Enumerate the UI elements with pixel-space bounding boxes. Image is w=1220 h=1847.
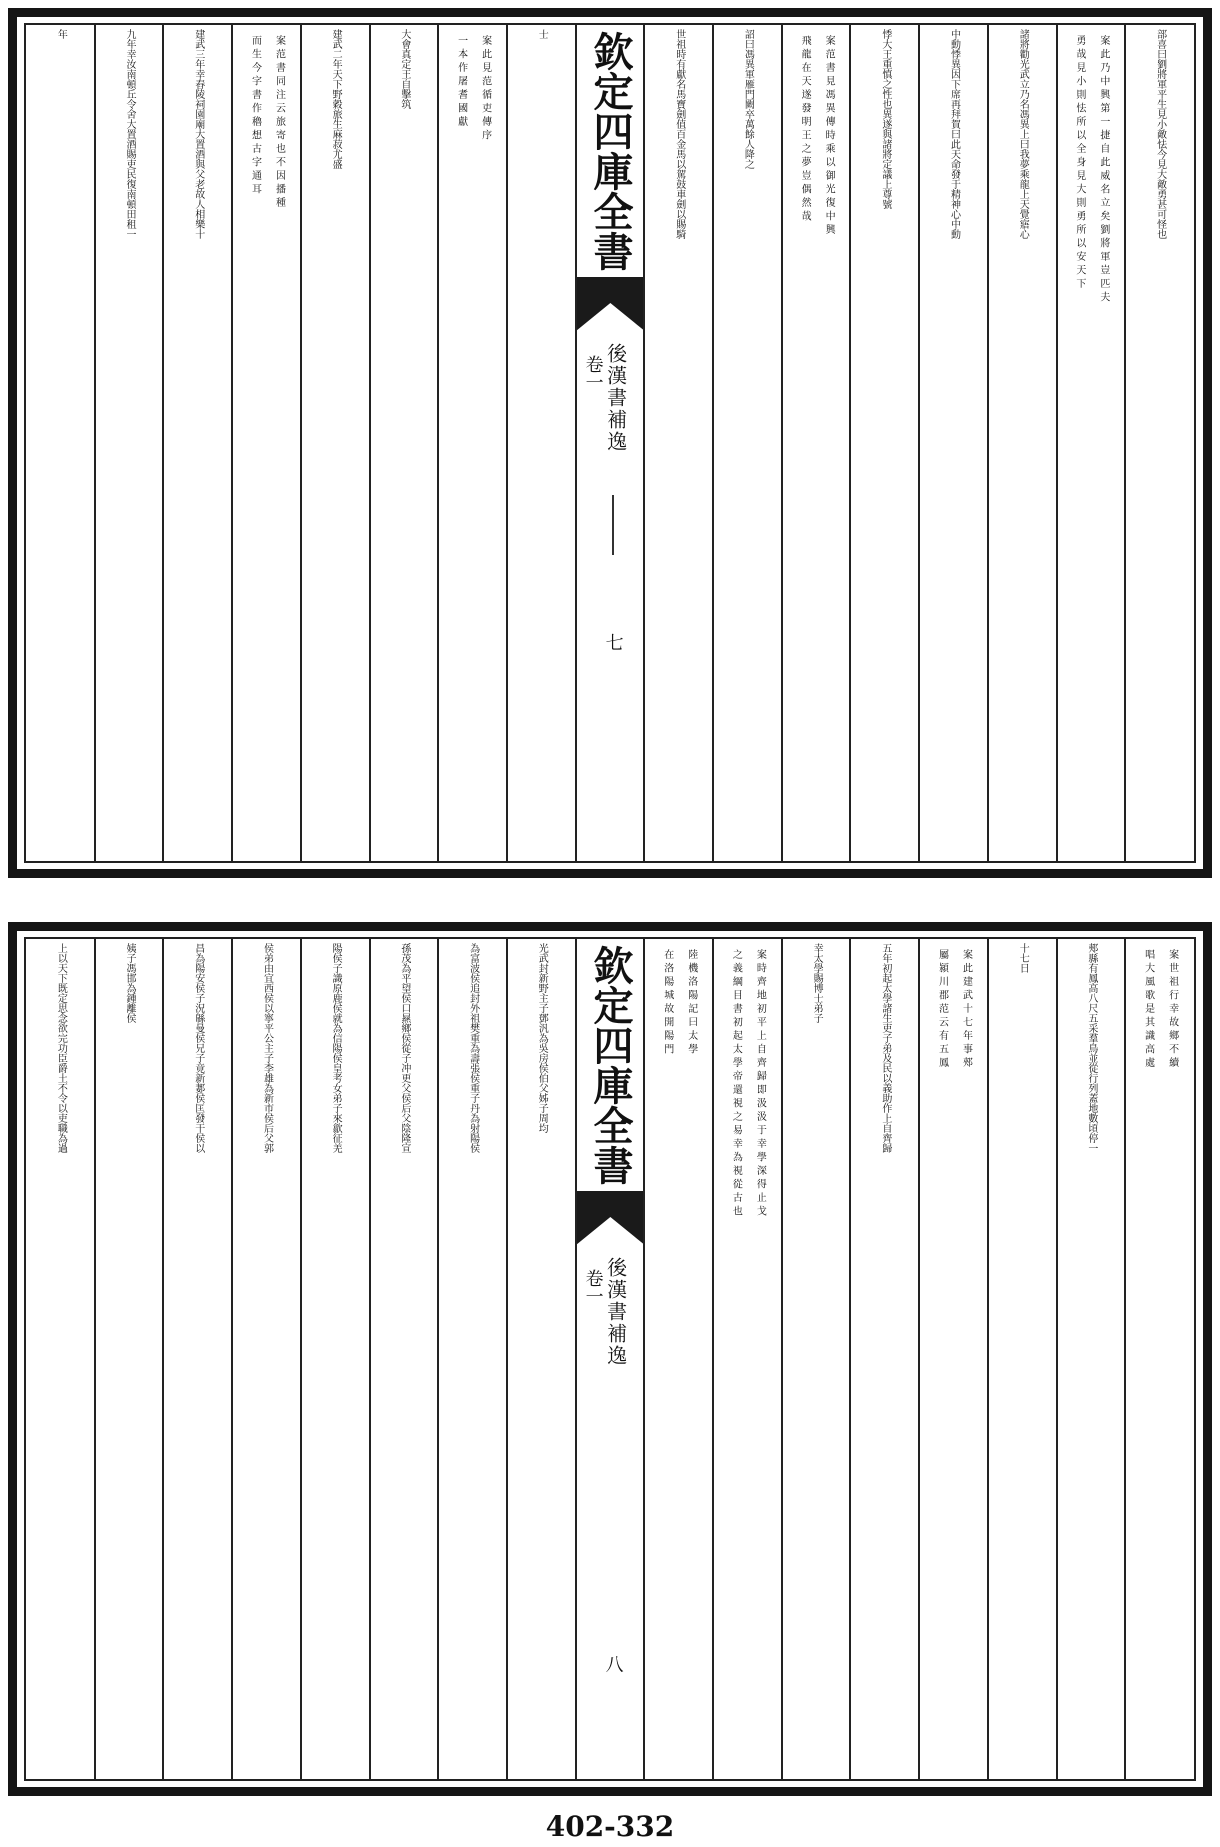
upper-col-5-text: 悸大王重慎之性也異遂與諸將定議上尊號: [879, 29, 891, 209]
lower-center-title: 欽定四庫全書: [586, 945, 634, 1185]
upper-col-2-note-right: 案此乃中興第一捷自此威名立矣劉將軍豈匹夫: [1097, 35, 1109, 305]
lower-center-juan: 卷一: [582, 1269, 604, 1305]
lower-col-14-text: 昌為陽安侯子況緜曼侯兄子竟新郪侯匡發干侯以: [192, 943, 204, 1153]
upper-col-6-note-right: 案范書見馮異傳時乘以御光復中興: [823, 35, 835, 238]
upper-page: [8, 8, 1212, 878]
column-rule: [506, 939, 508, 1779]
upper-col-8: [644, 25, 713, 861]
upper-col-14: [163, 25, 232, 861]
lower-center-column: [576, 939, 645, 1779]
upper-page-frame: [24, 23, 1196, 863]
lower-col-9: [507, 939, 576, 1779]
lower-col-5: [850, 939, 919, 1779]
upper-center-page-number: 七: [602, 633, 624, 651]
lower-col-13: [232, 939, 301, 1779]
column-rule: [94, 25, 96, 861]
upper-col-11-text: 大會真定王自擊筑: [398, 29, 410, 109]
column-rule: [849, 939, 851, 1779]
column-rule: [918, 939, 920, 1779]
upper-col-15: [95, 25, 164, 861]
lower-center-page-number: 八: [602, 1655, 624, 1673]
upper-col-13-note: [232, 25, 301, 861]
upper-col-4: [919, 25, 988, 861]
upper-center-title: 欽定四庫全書: [586, 31, 634, 271]
lower-col-8-note-left: 在洛陽城故開陽門: [661, 949, 673, 1057]
upper-col-9: [507, 25, 576, 861]
upper-col-12-text: 建武二年天下野穀旅生麻菽尤盛: [330, 29, 342, 169]
lower-col-12-text: 陽侯子識原鹿侯就為信陽侯皇考女弟子來歙征羌: [330, 943, 342, 1153]
lower-col-4-note-right: 案此建武十七年事郟: [960, 949, 972, 1071]
column-rule: [231, 939, 233, 1779]
upper-center-juan: 卷一: [582, 355, 604, 391]
upper-col-4-text: 中動悸異因下席再拜賀曰此天命發于精神心中動: [948, 29, 960, 239]
column-rule: [987, 939, 989, 1779]
upper-center-rule: [612, 495, 614, 555]
upper-col-3: [988, 25, 1057, 861]
lower-col-1-note-right: 案世祖行幸故鄉不續: [1166, 949, 1178, 1071]
upper-col-5: [850, 25, 919, 861]
column-rule: [849, 25, 851, 861]
column-rule: [1056, 939, 1058, 1779]
column-rule: [1056, 25, 1058, 861]
lower-col-2-text: 郟縣有鳳高八尺五采羣鳥並從行列蓋地數頃停一: [1085, 943, 1097, 1153]
column-rule: [94, 939, 96, 1779]
upper-col-14-text: 建武三年幸舂陵祠園廟大置酒與父老故人相樂十: [192, 29, 204, 239]
lower-col-3: [988, 939, 1057, 1779]
column-rule: [575, 939, 577, 1779]
lower-page-frame: [24, 937, 1196, 1781]
page-footer-number: 402-332: [545, 1810, 675, 1843]
lower-col-16-text: 上以天下既定思念欲完功臣爵土不令以吏職為過: [55, 943, 67, 1153]
lower-col-16: [26, 939, 95, 1779]
lower-col-4-note: [919, 939, 988, 1779]
column-rule: [300, 25, 302, 861]
lower-col-7-note-right: 案時齊地初平上自齊歸即汲汲于幸學深得止戈: [754, 949, 766, 1219]
column-rule: [781, 25, 783, 861]
column-rule: [918, 25, 920, 861]
upper-col-1-text: 部喜曰劉將軍平生見小敵怯今見大敵勇甚可怪也: [1154, 29, 1166, 239]
lower-col-15: [95, 939, 164, 1779]
column-rule: [369, 939, 371, 1779]
upper-col-1: [1125, 25, 1194, 861]
column-rule: [712, 939, 714, 1779]
upper-col-16-text: 年: [55, 29, 67, 39]
upper-col-3-text: 諸將勸光武立乃名馮異上曰我夢乘龍上天覺寤心: [1017, 29, 1029, 239]
lower-col-10-text: 為富波侯追封外祖樊重為壽張侯重子丹為射陽侯: [467, 943, 479, 1153]
column-rule: [506, 25, 508, 861]
column-rule: [437, 939, 439, 1779]
column-rule: [1124, 25, 1126, 861]
lower-col-8-note: [644, 939, 713, 1779]
upper-center-book-title: 後漢書補逸: [603, 343, 628, 453]
upper-center-column: [576, 25, 645, 861]
column-rule: [162, 939, 164, 1779]
lower-col-14: [163, 939, 232, 1779]
column-rule: [162, 25, 164, 861]
lower-col-13-text: 侯弟由宜西侯以寧平公主子李雄為新市侯后父郭: [261, 943, 273, 1153]
column-rule: [1124, 939, 1126, 1779]
lower-col-2: [1057, 939, 1126, 1779]
lower-col-11-text: 孫茂為平望侯口㬎鄉侯從子冲更父侯后父陰隆宣: [398, 943, 410, 1153]
column-rule: [369, 25, 371, 861]
upper-col-8-text: 世祖時有獻名馬寶劍值百金馬以駕鼓車劍以賜騎: [673, 29, 685, 239]
upper-col-15-text: 九年幸汝南頓丘令舍大置酒賜吏民復南頓田租一: [124, 29, 136, 239]
lower-col-3-text: 十七日: [1017, 943, 1029, 973]
lower-col-1-note-left: 唱大風歌是其識高處: [1142, 949, 1154, 1071]
lower-col-4-note-left: 屬潁川郡范云有五鳳: [936, 949, 948, 1071]
lower-center-book-title: 後漢書補逸: [603, 1257, 628, 1367]
upper-col-11: [370, 25, 439, 861]
lower-col-15-text: 姨子馮邯為鍾離侯: [124, 943, 136, 1023]
lower-fishtail-mark: [576, 1191, 645, 1245]
column-rule: [300, 939, 302, 1779]
column-rule: [643, 25, 645, 861]
upper-col-10-note-right: 案此見范循吏傳序: [479, 35, 491, 143]
lower-col-10: [438, 939, 507, 1779]
upper-col-10-note-left: 一本作屠耆國獻: [455, 35, 467, 130]
upper-col-7: [713, 25, 782, 861]
upper-fishtail-mark: [576, 277, 645, 331]
lower-col-7-note-left: 之義綱目書初起太學帝還視之易幸為視從古也: [730, 949, 742, 1219]
lower-page: [8, 922, 1212, 1796]
upper-col-12: [301, 25, 370, 861]
upper-col-13-note-left: 而生今字書作穭想古字通耳: [249, 35, 261, 197]
lower-col-6-text: 幸太學賜博士弟子: [811, 943, 823, 1023]
lower-col-7-note: [713, 939, 782, 1779]
lower-col-12: [301, 939, 370, 1779]
column-rule: [781, 939, 783, 1779]
column-rule: [437, 25, 439, 861]
lower-col-6: [782, 939, 851, 1779]
column-rule: [987, 25, 989, 861]
upper-col-2-note: [1057, 25, 1126, 861]
upper-col-6-note: [782, 25, 851, 861]
lower-col-8-note-right: 陸機洛陽記曰太學: [685, 949, 697, 1057]
column-rule: [575, 25, 577, 861]
upper-col-9-text: 士: [536, 29, 548, 39]
lower-col-11: [370, 939, 439, 1779]
lower-col-9-text: 光武封新野主子鄧汎為吳房侯伯父姊子周均: [536, 943, 548, 1133]
upper-col-10-note: [438, 25, 507, 861]
column-rule: [643, 939, 645, 1779]
column-rule: [231, 25, 233, 861]
upper-col-2-note-left: 勇哉見小則怯所以全身見大則勇所以安天下: [1073, 35, 1085, 292]
column-rule: [712, 25, 714, 861]
upper-col-6-note-left: 飛龍在天遂發明王之夢豈偶然哉: [799, 35, 811, 224]
lower-col-5-text: 五年初起太學諸生吏子弟及民以義助作上自齊歸: [879, 943, 891, 1153]
upper-col-16: [26, 25, 95, 861]
upper-col-7-text: 詔曰馮異軍雁門闕卒萬餘人降之: [742, 29, 754, 169]
upper-col-13-note-right: 案范書同注云旅寄也不因播種: [273, 35, 285, 211]
lower-col-1-note: [1125, 939, 1194, 1779]
